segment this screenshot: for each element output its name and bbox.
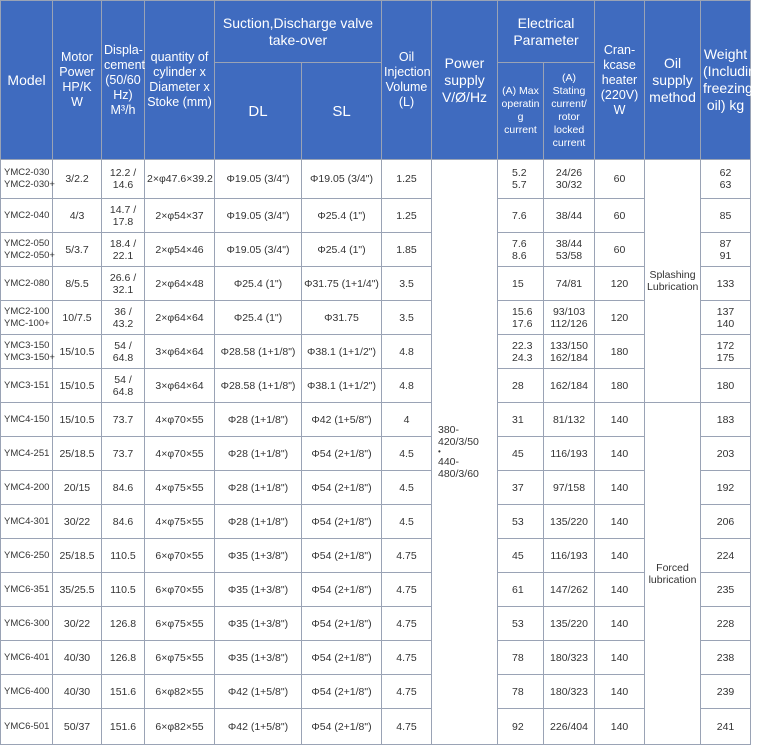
cylinder-cell: 6×φ82×55 — [145, 709, 215, 745]
cylinder-cell: 2×φ64×64 — [145, 301, 215, 335]
sl-cell: Φ19.05 (3/4") — [302, 160, 382, 199]
model-cell: YMC2-030 YMC2-030+ — [1, 160, 53, 199]
model-cell: YMC4-301 — [1, 505, 53, 539]
header-locked-current: (A) Stating current/ rotor locked current — [544, 63, 595, 160]
header-weight: Weight (Including freezing oil) kg — [701, 1, 751, 160]
dl-cell: Φ35 (1+3/8") — [215, 607, 302, 641]
oil-injection-cell: 3.5 — [382, 267, 432, 301]
oil-injection-cell: 4.75 — [382, 675, 432, 709]
cylinder-cell: 6×φ82×55 — [145, 675, 215, 709]
crankcase-heater-cell: 140 — [595, 641, 645, 675]
displacement-cell: 110.5 — [102, 539, 145, 573]
table-row — [1, 160, 751, 199]
oil-injection-cell: 1.25 — [382, 160, 432, 199]
max-current-cell: 45 — [498, 437, 544, 471]
max-current-cell: 37 — [498, 471, 544, 505]
sl-cell: Φ54 (2+1/8") — [302, 641, 382, 675]
crankcase-heater-cell: 180 — [595, 369, 645, 403]
crankcase-heater-cell: 60 — [595, 199, 645, 233]
oil-injection-cell: 4.5 — [382, 471, 432, 505]
model-cell: YMC2-040 — [1, 199, 53, 233]
weight-cell: 133 — [701, 267, 751, 301]
header-oil-injection: Oil Injection Volume (L) — [382, 1, 432, 160]
sl-cell: Φ54 (2+1/8") — [302, 607, 382, 641]
table-row — [1, 539, 751, 573]
table-row — [1, 233, 751, 267]
cylinder-cell: 4×φ70×55 — [145, 437, 215, 471]
sl-cell: Φ25.4 (1") — [302, 199, 382, 233]
crankcase-heater-cell: 140 — [595, 709, 645, 745]
motor-power-cell: 3/2.2 — [53, 160, 102, 199]
motor-power-cell: 15/10.5 — [53, 403, 102, 437]
weight-cell: 85 — [701, 199, 751, 233]
sl-cell: Φ25.4 (1") — [302, 233, 382, 267]
cylinder-cell: 4×φ75×55 — [145, 471, 215, 505]
displacement-cell: 151.6 — [102, 675, 145, 709]
max-current-cell: 53 — [498, 505, 544, 539]
displacement-cell: 126.8 — [102, 641, 145, 675]
model-cell: YMC6-250 — [1, 539, 53, 573]
model-cell: YMC6-401 — [1, 641, 53, 675]
displacement-cell: 18.4 / 22.1 — [102, 233, 145, 267]
locked-current-cell: 133/150 162/184 — [544, 335, 595, 369]
oil-injection-cell: 1.85 — [382, 233, 432, 267]
weight-cell: 137 140 — [701, 301, 751, 335]
locked-current-cell: 81/132 — [544, 403, 595, 437]
crankcase-heater-cell: 60 — [595, 233, 645, 267]
sl-cell: Φ31.75 — [302, 301, 382, 335]
oil-injection-cell: 4.75 — [382, 709, 432, 745]
table-row — [1, 369, 751, 403]
oil-supply-forced-cell: Forced lubrication — [645, 403, 701, 745]
displacement-cell: 151.6 — [102, 709, 145, 745]
cylinder-cell: 2×φ47.6×39.2 — [145, 160, 215, 199]
crankcase-heater-cell: 120 — [595, 267, 645, 301]
oil-injection-cell: 4.75 — [382, 539, 432, 573]
oil-injection-cell: 4.75 — [382, 573, 432, 607]
displacement-cell: 73.7 — [102, 403, 145, 437]
sl-cell: Φ31.75 (1+1/4") — [302, 267, 382, 301]
header-max-current: (A) Max operatin g current — [498, 63, 544, 160]
cylinder-cell: 4×φ75×55 — [145, 505, 215, 539]
max-current-cell: 61 — [498, 573, 544, 607]
crankcase-heater-cell: 140 — [595, 675, 645, 709]
locked-current-cell: 180/323 — [544, 641, 595, 675]
locked-current-cell: 135/220 — [544, 505, 595, 539]
displacement-cell: 14.7 / 17.8 — [102, 199, 145, 233]
oil-injection-cell: 4.8 — [382, 369, 432, 403]
motor-power-cell: 4/3 — [53, 199, 102, 233]
sl-cell: Φ42 (1+5/8") — [302, 403, 382, 437]
header-cylinders: quantity of cylinder x Diameter x Stoke (mm) — [145, 1, 215, 160]
table-row — [1, 267, 751, 301]
motor-power-cell: 35/25.5 — [53, 573, 102, 607]
locked-current-cell: 116/193 — [544, 539, 595, 573]
max-current-cell: 7.6 — [498, 199, 544, 233]
locked-current-cell: 74/81 — [544, 267, 595, 301]
model-cell: YMC6-300 — [1, 607, 53, 641]
motor-power-cell: 30/22 — [53, 607, 102, 641]
table-row — [1, 505, 751, 539]
dl-cell: Φ42 (1+5/8") — [215, 709, 302, 745]
motor-power-cell: 10/7.5 — [53, 301, 102, 335]
oil-injection-cell: 4.8 — [382, 335, 432, 369]
motor-power-cell: 40/30 — [53, 675, 102, 709]
locked-current-cell: 38/44 53/58 — [544, 233, 595, 267]
locked-current-cell: 38/44 — [544, 199, 595, 233]
motor-power-cell: 30/22 — [53, 505, 102, 539]
max-current-cell: 7.6 8.6 — [498, 233, 544, 267]
weight-cell: 239 — [701, 675, 751, 709]
oil-injection-cell: 4.75 — [382, 607, 432, 641]
sl-cell: Φ54 (2+1/8") — [302, 437, 382, 471]
cylinder-cell: 2×φ54×46 — [145, 233, 215, 267]
max-current-cell: 53 — [498, 607, 544, 641]
table-row — [1, 437, 751, 471]
model-cell: YMC6-351 — [1, 573, 53, 607]
max-current-cell: 92 — [498, 709, 544, 745]
motor-power-cell: 15/10.5 — [53, 335, 102, 369]
locked-current-cell: 162/184 — [544, 369, 595, 403]
weight-cell: 183 — [701, 403, 751, 437]
header-sl: SL — [302, 63, 382, 160]
dl-cell: Φ25.4 (1") — [215, 267, 302, 301]
header-oil-supply-method: Oil supply method — [645, 1, 701, 160]
max-current-cell: 45 — [498, 539, 544, 573]
cylinder-cell: 3×φ64×64 — [145, 369, 215, 403]
max-current-cell: 5.2 5.7 — [498, 160, 544, 199]
sl-cell: Φ54 (2+1/8") — [302, 709, 382, 745]
weight-cell: 192 — [701, 471, 751, 505]
model-cell: YMC2-050 YMC2-050+ — [1, 233, 53, 267]
crankcase-heater-cell: 140 — [595, 539, 645, 573]
displacement-cell: 73.7 — [102, 437, 145, 471]
displacement-cell: 36 / 43.2 — [102, 301, 145, 335]
dl-cell: Φ28 (1+1/8") — [215, 505, 302, 539]
weight-cell: 235 — [701, 573, 751, 607]
max-current-cell: 78 — [498, 675, 544, 709]
sl-cell: Φ38.1 (1+1/2") — [302, 369, 382, 403]
sl-cell: Φ54 (2+1/8") — [302, 505, 382, 539]
oil-injection-cell: 4.5 — [382, 505, 432, 539]
max-current-cell: 15.6 17.6 — [498, 301, 544, 335]
model-cell: YMC2-080 — [1, 267, 53, 301]
model-cell: YMC4-251 — [1, 437, 53, 471]
max-current-cell: 78 — [498, 641, 544, 675]
model-cell: YMC4-200 — [1, 471, 53, 505]
displacement-cell: 54 / 64.8 — [102, 369, 145, 403]
weight-cell: 180 — [701, 369, 751, 403]
model-cell: YMC2-100 YMC-100+ — [1, 301, 53, 335]
weight-cell: 238 — [701, 641, 751, 675]
dl-cell: Φ35 (1+3/8") — [215, 573, 302, 607]
table-row — [1, 471, 751, 505]
header-crankcase-heater: Cran- kcase heater (220V) W — [595, 1, 645, 160]
weight-cell: 228 — [701, 607, 751, 641]
cylinder-cell: 2×φ54×37 — [145, 199, 215, 233]
displacement-cell: 126.8 — [102, 607, 145, 641]
locked-current-cell: 93/103 112/126 — [544, 301, 595, 335]
table-row — [1, 403, 751, 437]
crankcase-heater-cell: 140 — [595, 505, 645, 539]
model-cell: YMC3-150 YMC3-150+ — [1, 335, 53, 369]
header-motor-power: Motor Power HP/K W — [53, 1, 102, 160]
locked-current-cell: 147/262 — [544, 573, 595, 607]
max-current-cell: 15 — [498, 267, 544, 301]
motor-power-cell: 50/37 — [53, 709, 102, 745]
dl-cell: Φ25.4 (1") — [215, 301, 302, 335]
dl-cell: Φ19.05 (3/4") — [215, 160, 302, 199]
crankcase-heater-cell: 140 — [595, 437, 645, 471]
motor-power-cell: 25/18.5 — [53, 539, 102, 573]
crankcase-heater-cell: 60 — [595, 160, 645, 199]
header-power-supply: Power supply V/Ø/Hz — [432, 1, 498, 160]
cylinder-cell: 2×φ64×48 — [145, 267, 215, 301]
max-current-cell: 28 — [498, 369, 544, 403]
locked-current-cell: 24/26 30/32 — [544, 160, 595, 199]
table-row — [1, 301, 751, 335]
cylinder-cell: 6×φ75×55 — [145, 641, 215, 675]
model-cell: YMC4-150 — [1, 403, 53, 437]
motor-power-cell: 8/5.5 — [53, 267, 102, 301]
oil-injection-cell: 4.5 — [382, 437, 432, 471]
sl-cell: Φ54 (2+1/8") — [302, 471, 382, 505]
oil-injection-cell: 1.25 — [382, 199, 432, 233]
motor-power-cell: 5/3.7 — [53, 233, 102, 267]
weight-cell: 203 — [701, 437, 751, 471]
dl-cell: Φ42 (1+5/8") — [215, 675, 302, 709]
weight-cell: 87 91 — [701, 233, 751, 267]
max-current-cell: 22.3 24.3 — [498, 335, 544, 369]
table-row — [1, 607, 751, 641]
header-dl: DL — [215, 63, 302, 160]
header-model: Model — [1, 1, 53, 160]
sl-cell: Φ54 (2+1/8") — [302, 675, 382, 709]
table-row — [1, 675, 751, 709]
displacement-cell: 84.6 — [102, 471, 145, 505]
sl-cell: Φ54 (2+1/8") — [302, 539, 382, 573]
weight-cell: 241 — [701, 709, 751, 745]
displacement-cell: 84.6 — [102, 505, 145, 539]
motor-power-cell: 40/30 — [53, 641, 102, 675]
cylinder-cell: 3×φ64×64 — [145, 335, 215, 369]
cylinder-cell: 6×φ75×55 — [145, 607, 215, 641]
sl-cell: Φ38.1 (1+1/2") — [302, 335, 382, 369]
weight-cell: 172 175 — [701, 335, 751, 369]
oil-injection-cell: 4 — [382, 403, 432, 437]
displacement-cell: 26.6 / 32.1 — [102, 267, 145, 301]
table-row — [1, 641, 751, 675]
weight-cell: 62 63 — [701, 160, 751, 199]
dl-cell: Φ28 (1+1/8") — [215, 403, 302, 437]
displacement-cell: 110.5 — [102, 573, 145, 607]
model-cell: YMC6-501 — [1, 709, 53, 745]
locked-current-cell: 135/220 — [544, 607, 595, 641]
cylinder-cell: 6×φ70×55 — [145, 573, 215, 607]
header-suction-discharge-valve: Suction,Discharge valve take-over — [215, 1, 382, 63]
model-cell: YMC6-400 — [1, 675, 53, 709]
locked-current-cell: 116/193 — [544, 437, 595, 471]
spec-table-body — [1, 160, 751, 745]
dl-cell: Φ35 (1+3/8") — [215, 539, 302, 573]
crankcase-heater-cell: 140 — [595, 573, 645, 607]
power-supply-cell: 380- 420/3/50 • 440- 480/3/60 — [432, 160, 498, 745]
crankcase-heater-cell: 140 — [595, 471, 645, 505]
dl-cell: Φ35 (1+3/8") — [215, 641, 302, 675]
dl-cell: Φ28.58 (1+1/8") — [215, 335, 302, 369]
motor-power-cell: 20/15 — [53, 471, 102, 505]
dl-cell: Φ28 (1+1/8") — [215, 437, 302, 471]
cylinder-cell: 6×φ70×55 — [145, 539, 215, 573]
crankcase-heater-cell: 140 — [595, 607, 645, 641]
motor-power-cell: 15/10.5 — [53, 369, 102, 403]
table-row — [1, 335, 751, 369]
table-row — [1, 573, 751, 607]
locked-current-cell: 180/323 — [544, 675, 595, 709]
locked-current-cell: 97/158 — [544, 471, 595, 505]
oil-injection-cell: 4.75 — [382, 641, 432, 675]
dl-cell: Φ19.05 (3/4") — [215, 233, 302, 267]
model-cell: YMC3-151 — [1, 369, 53, 403]
dl-cell: Φ28.58 (1+1/8") — [215, 369, 302, 403]
header-displacement: Displa- cement (50/60 Hz) M³/h — [102, 1, 145, 160]
oil-injection-cell: 3.5 — [382, 301, 432, 335]
displacement-cell: 12.2 / 14.6 — [102, 160, 145, 199]
table-row — [1, 709, 751, 745]
dl-cell: Φ19.05 (3/4") — [215, 199, 302, 233]
crankcase-heater-cell: 180 — [595, 335, 645, 369]
motor-power-cell: 25/18.5 — [53, 437, 102, 471]
table-row — [1, 199, 751, 233]
dl-cell: Φ28 (1+1/8") — [215, 471, 302, 505]
sl-cell: Φ54 (2+1/8") — [302, 573, 382, 607]
oil-supply-splashing-cell: Splashing Lubrication — [645, 160, 701, 403]
weight-cell: 224 — [701, 539, 751, 573]
cylinder-cell: 4×φ70×55 — [145, 403, 215, 437]
weight-cell: 206 — [701, 505, 751, 539]
crankcase-heater-cell: 120 — [595, 301, 645, 335]
displacement-cell: 54 / 64.8 — [102, 335, 145, 369]
header-electrical-parameter: Electrical Parameter — [498, 1, 595, 63]
crankcase-heater-cell: 140 — [595, 403, 645, 437]
locked-current-cell: 226/404 — [544, 709, 595, 745]
max-current-cell: 31 — [498, 403, 544, 437]
